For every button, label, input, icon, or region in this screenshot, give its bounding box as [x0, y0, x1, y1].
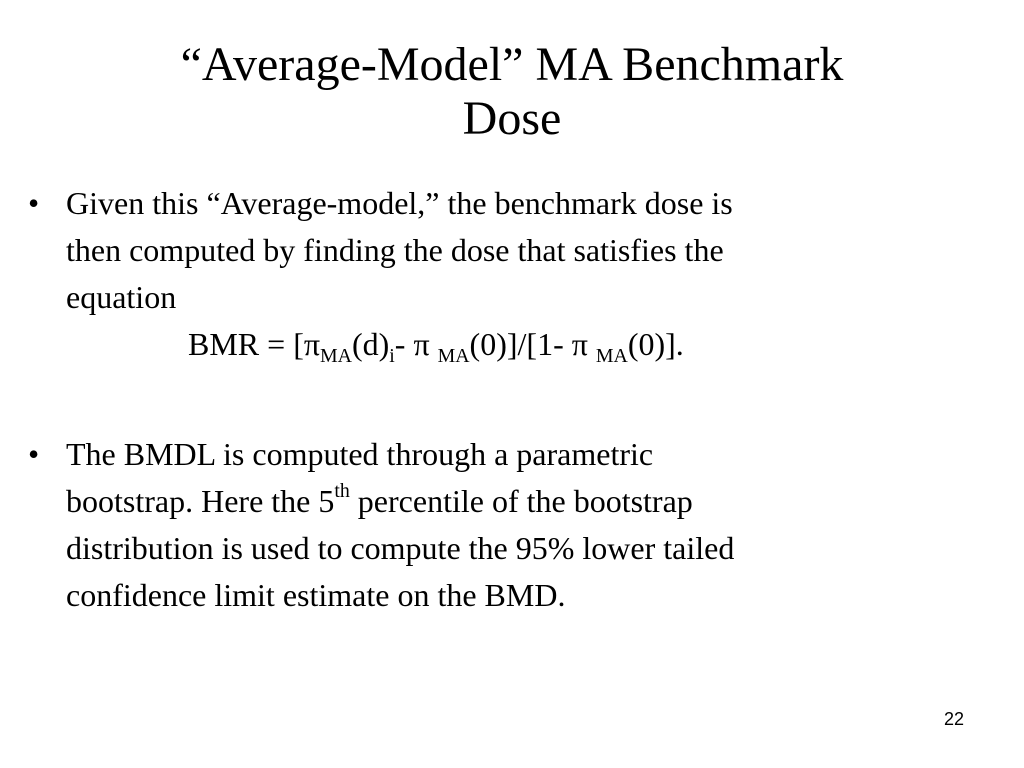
bullet1-line-1: Given this “Average-model,” the benchmark dose is — [66, 185, 733, 221]
bullet2-line-1: The BMDL is computed through a parametric — [66, 436, 654, 472]
bullet-list — [0, 180, 1024, 619]
superscript-th: th — [334, 480, 350, 503]
eq-d: (d) — [351, 326, 390, 362]
eq-sub-ma-1: MA — [320, 344, 352, 367]
eq-sub-ma-3: MA — [595, 344, 628, 367]
bullet-item-average-model — [0, 180, 1024, 368]
bullet2-line-2-b: percentile of the bootstrap — [349, 483, 693, 519]
bmr-equation — [66, 321, 924, 368]
eq-end: (0)]. — [627, 326, 684, 362]
eq-mid: (0)]/[1- π — [469, 326, 596, 362]
bullet2-line-2-a: bootstrap. Here the 5 — [66, 483, 335, 519]
title-line-2: Dose — [462, 92, 562, 145]
slide-title — [60, 38, 964, 146]
eq-sub-i: i — [389, 344, 395, 367]
title-line-1: “Average-Model” MA Benchmark — [180, 38, 844, 91]
page-number: 22 — [943, 709, 964, 729]
bullet-icon: • — [28, 436, 40, 472]
bullet-item-bmdl — [0, 431, 1024, 619]
bullet1-line-3: equation — [66, 279, 177, 315]
bullet2-line-2 — [66, 478, 924, 525]
bullet-spacer — [0, 368, 1024, 431]
eq-minus-pi: - π — [394, 326, 438, 362]
bullet2-line-3: distribution is used to compute the 95% lower tailed — [66, 530, 735, 566]
eq-sub-ma-2: MA — [437, 344, 470, 367]
bullet-icon: • — [28, 185, 40, 221]
eq-bmr: BMR = [π — [188, 326, 320, 362]
bullet1-line-2: then computed by finding the dose that satisfies the — [66, 232, 724, 268]
bullet2-line-4: confidence limit estimate on the BMD. — [66, 577, 566, 613]
